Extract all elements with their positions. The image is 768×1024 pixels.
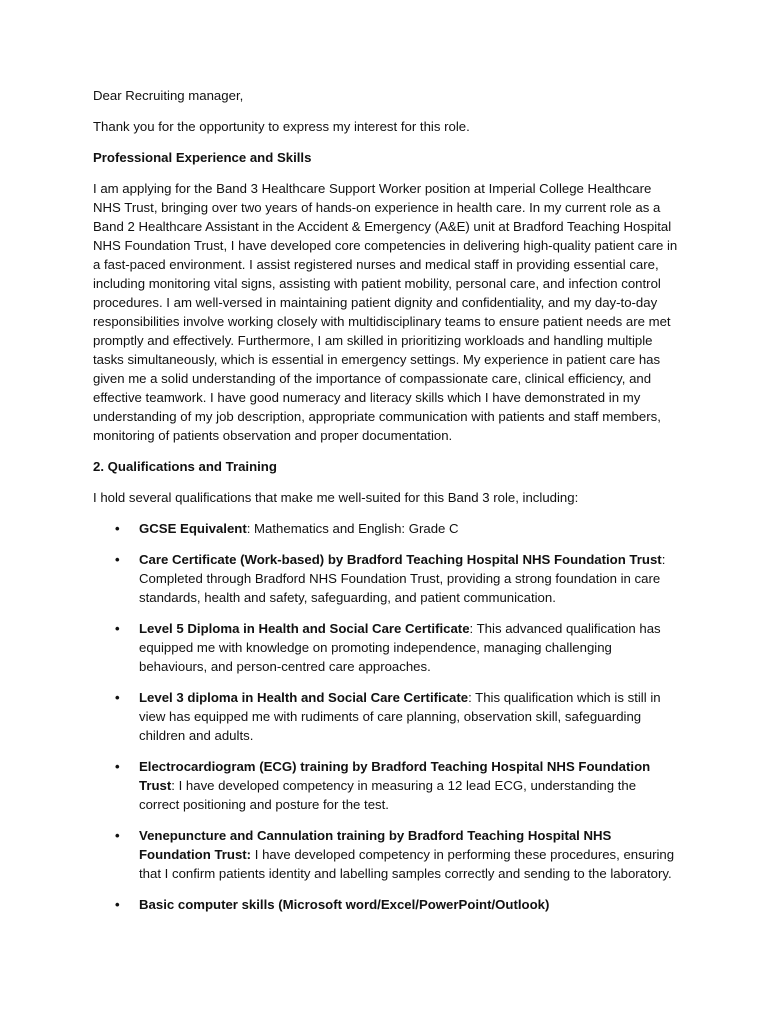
list-item: [93, 757, 679, 814]
experience-heading: Professional Experience and Skills: [93, 150, 312, 165]
qualifications-heading: 2. Qualifications and Training: [93, 459, 277, 474]
list-item: [93, 895, 679, 914]
qualification-title: Level 3 diploma in Health and Social Care Certificate: [139, 690, 469, 705]
qualification-detail: : Mathematics and English: Grade C: [246, 521, 459, 536]
list-item: [93, 550, 679, 607]
qualifications-intro: I hold several qualifications that make me well-suited for this Band 3 role, including:: [93, 490, 579, 505]
list-item: [93, 826, 679, 883]
bullet-icon: •: [115, 897, 120, 912]
qualification-title: Care Certificate (Work-based) by Bradford Teaching Hospital NHS Foundation Trust: [139, 552, 662, 567]
bullet-icon: •: [115, 552, 120, 567]
qualification-detail: I have developed competency in performing these procedures, ensuring that I confirm patients identity and labelling samples correctly and sending to the laboratory.: [139, 847, 675, 881]
bullet-icon: •: [115, 828, 120, 843]
document-page: [93, 86, 679, 926]
qualification-detail: : Completed through Bradford NHS Foundation Trust, providing a strong foundation in care standards, health and safety, safeguarding, and patient communication.: [139, 552, 666, 605]
list-item: [93, 519, 679, 538]
qualifications-list: [93, 519, 679, 914]
qualification-detail: : I have developed competency in measuring a 12 lead ECG, understanding the correct positioning and posture for the test.: [139, 778, 637, 812]
greeting: Dear Recruiting manager,: [93, 88, 244, 103]
qualification-detail: : This qualification which is still in view has equipped me with rudiments of care planning, observation skill, safeguarding children and adults.: [139, 690, 661, 743]
list-item: [93, 688, 679, 745]
qualification-detail: : This advanced qualification has equipped me with knowledge on promoting independence, managing challenging behaviours, and person-centred care approaches.: [139, 621, 661, 674]
intro-paragraph: Thank you for the opportunity to express my interest for this role.: [93, 119, 470, 134]
bullet-icon: •: [115, 621, 120, 636]
qualification-title: Basic computer skills (Microsoft word/Excel/PowerPoint/Outlook): [139, 897, 550, 912]
qualification-title: Electrocardiogram (ECG) training by Bradford Teaching Hospital NHS Foundation Trust: [139, 759, 651, 793]
qualification-title: GCSE Equivalent: [139, 521, 247, 536]
bullet-icon: •: [115, 759, 120, 774]
bullet-icon: •: [115, 690, 120, 705]
qualification-title: Level 5 Diploma in Health and Social Care Certificate: [139, 621, 470, 636]
bullet-icon: •: [115, 521, 120, 536]
qualification-title: Venepuncture and Cannulation training by Bradford Teaching Hospital NHS Foundation Trust:: [139, 828, 612, 862]
experience-paragraph: I am applying for the Band 3 Healthcare Support Worker position at Imperial College Healthcare NHS Trust, bringing over two years of hands-on experience in health care. In my current role as a Band 2 Healthcare Assistant in the Accident & Emergency (A&E) unit at Bradford Teaching Hospital NHS Foundation Trust, I have developed core competencies in delivering high-quality patient care in a fast-paced environment. I assist registered nurses and medical staff in providing essential care, including monitoring vital signs, assisting with patient mobility, personal care, and infection control procedures. I am well-versed in maintaining patient dignity and confidentiality, and my day-to-day responsibilities involve working closely with multidisciplinary teams to ensure patient needs are met promptly and effectively. Furthermore, I am skilled in prioritizing workloads and handling multiple tasks simultaneously, which is essential in emergency settings. My experience in patient care has given me a solid understanding of the importance of compassionate care, clinical efficiency, and effective teamwork. I have good numeracy and literacy skills which I have demonstrated in my understanding of my job description, appropriate communication with patients and staff members, monitoring of patients observation and proper documentation.: [93, 181, 678, 443]
list-item: [93, 619, 679, 676]
